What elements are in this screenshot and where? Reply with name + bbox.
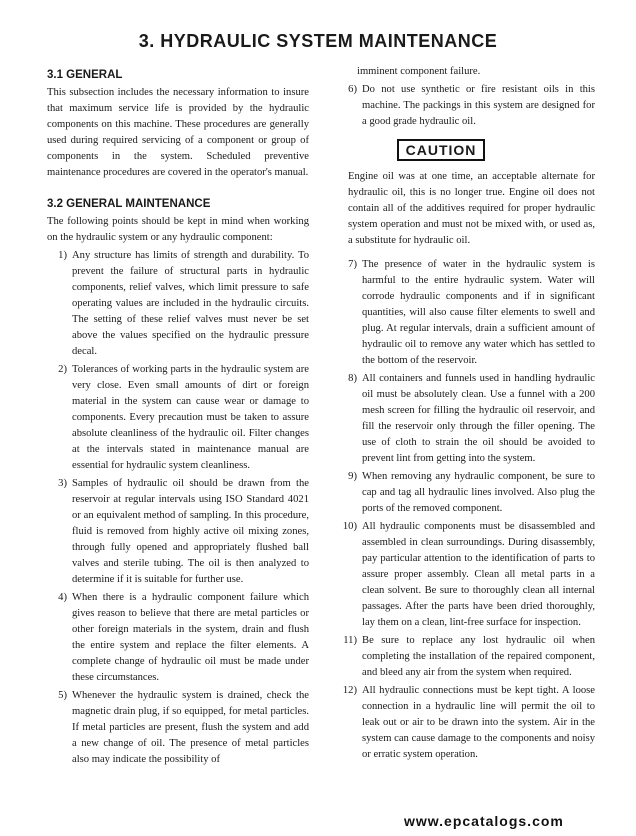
right-column [337,64,595,763]
list-item [337,519,595,631]
section-heading-general-maintenance: 3.2 GENERAL MAINTENANCE [47,198,211,210]
list-item [47,688,309,768]
page-title: 3. HYDRAULIC SYSTEM MAINTENANCE [138,31,498,51]
list-item-text: Do not use synthetic or fire resistant oils in this machine. The packings in this system are designed for a good grade hydraulic oil. [362,84,595,127]
list-item [337,469,595,517]
list-item [47,590,309,686]
list-item-number: 3) [58,478,67,489]
list-item-number: 8) [348,373,357,384]
list-item-number: 12) [342,685,357,696]
list-item [337,371,595,467]
list-item [47,248,309,360]
caution-box-wrapper [337,139,595,161]
list-item-text: The presence of water in the hydraulic system is harmful to the entire hydraulic system. Water will corrode hydraulic components and if in significant quantities, will also cause filter elements to swell and plug. At regular intervals, drain a sufficient amount of hydraulic oil to remove any water which has settled to the bottom of the reservoir. [362,259,595,366]
list-item-number: 2) [58,364,67,375]
list-item-number: 5) [58,690,67,701]
watermark: www.epcatalogs.com [404,813,564,829]
caution-label: CAUTION [397,139,486,161]
list-item-text: Samples of hydraulic oil should be drawn from the reservoir at regular intervals using ISO Standard 4021 or an equivalent method of sampling. In this procedure, fluid is removed from highly active oil mixing zones, through fully opened and appropriately flushed ball valves and sterile tubing. The oil is then analyzed to determine if it is suitable for further use. [72,478,309,585]
maintenance-intro: The following points should be kept in mind when working on the hydraulic system or any hydraulic component: [47,216,309,243]
list-item-text: Be sure to replace any lost hydraulic oil when completing the installation of the repaired component, and bleed any air from the system when required. [362,635,595,678]
caution-text: Engine oil was at one time, an acceptable alternate for hydraulic oil, this is no longer true. Engine oil does not contain all of the additives required for proper hydraulic system operation and must not be mixed with, or used as, a substitute for hydraulic oil. [348,171,595,246]
list-item [337,82,595,130]
list-item [337,257,595,369]
list-item [337,633,595,681]
list-item-text: Any structure has limits of strength and durability. To prevent the failure of structural parts in hydraulic components, relief valves, which limit pressure to safe operating values are included in the hydraulic circuits. The setting of these relief valves must never be set above the values specified on the hydraulic pressure decal. [72,250,309,357]
continued-text: imminent component failure. [357,66,481,77]
list-item-number: 6) [348,84,357,95]
list-item-text: Whenever the hydraulic system is drained, check the magnetic drain plug, if so equipped, for metal particles. If metal particles are present, flush the system and add a new change of oil. The presence of metal particles also may indicate the possibility of [72,690,309,765]
list-item-text: When removing any hydraulic component, be sure to cap and tag all hydraulic lines involved. Also plug the ports of the removed component. [362,471,595,514]
list-item-text: All hydraulic connections must be kept tight. A loose connection in a hydraulic line will permit the oil to leak out or air to be drawn into the system. Air in the system can cause damage to the components and noisy or erratic system operation. [362,685,595,760]
list-item-number: 1) [58,250,67,261]
list-item-number: 10) [342,521,357,532]
list-item [337,683,595,763]
list-item-text: All hydraulic components must be disassembled and assembled in clean surroundings. During disassembly, pay particular attention to the identification of parts to assure proper assembly. Clean all metal parts in a clean solvent. Be sure to thoroughly clean all internal passages. After the parts have been dried thoroughly, lay them on a clean, lint-free surface for inspection. [362,521,595,628]
list-item-text: When there is a hydraulic component failure which gives reason to believe that there are metal particles or other foreign materials in the system, drain and flush the entire system and replace the filter elements. A complete change of hydraulic oil must be made under these circumstances. [72,592,309,683]
list-item-number: 9) [348,471,357,482]
list-item [47,476,309,588]
list-item-number: 4) [58,592,67,603]
list-item-number: 11) [343,635,357,646]
left-column [47,68,309,768]
section-heading-general: 3.1 GENERAL [47,69,123,81]
list-item-number: 7) [348,259,357,270]
list-item-text: Tolerances of working parts in the hydraulic system are very close. Even small amounts of dirt or foreign material in the system can cause wear or damage to components. Every precaution must be taken to assure absolute cleanliness of the hydraulic oil. Filter changes at the intervals stated in maintenance manual are essential for hydraulic system cleanliness. [72,364,309,471]
list-item [47,362,309,474]
general-paragraph: This subsection includes the necessary information to insure that maximum service life is provided by the hydraulic components on this machine. These procedures are generally used during required servicing of a component or group of components in the system. Scheduled preventive maintenance procedures are covered in the operator's manual. [47,87,309,178]
list-item-text: All containers and funnels used in handling hydraulic oil must be absolutely clean. Use a funnel with a 200 mesh screen for filling the hydraulic oil reservoir, and fill the reservoir only through the filler opening. The use of cloth to strain the oil should be avoided to prevent lint from getting into the system. [362,373,595,464]
